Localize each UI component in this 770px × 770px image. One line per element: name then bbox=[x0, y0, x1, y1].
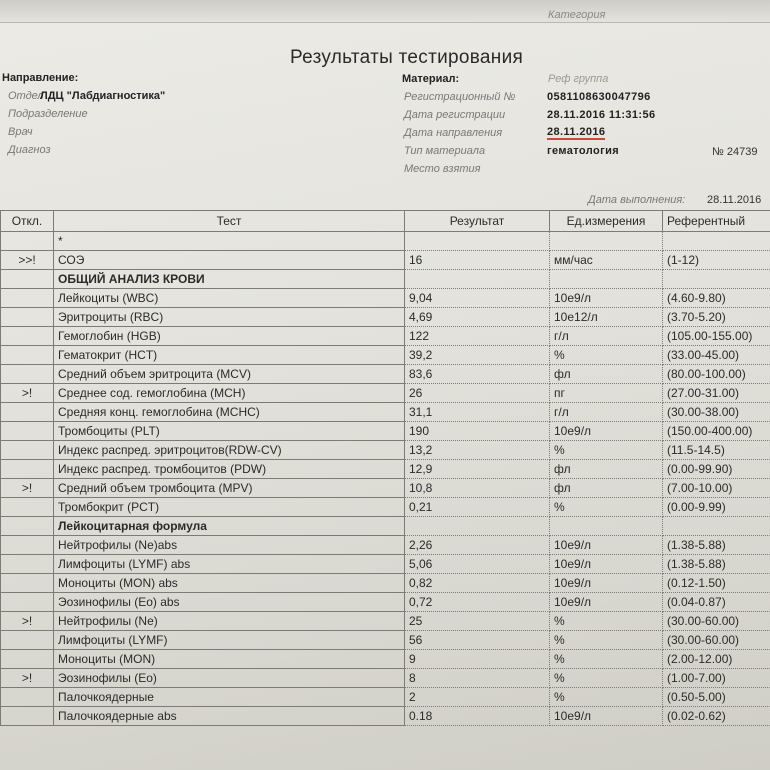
reference-cell: (0.12-1.50) bbox=[663, 574, 770, 593]
reference-cell: (150.00-400.00) bbox=[663, 422, 770, 441]
table-row bbox=[1, 536, 770, 555]
result-cell: 2,26 bbox=[405, 536, 550, 555]
unit-cell: % bbox=[550, 441, 663, 460]
test-name-cell: Индекс распред. тромбоцитов (PDW) bbox=[54, 460, 405, 479]
test-name-cell: Средний объем тромбоцита (MPV) bbox=[54, 479, 405, 498]
report-title: Результаты тестирования bbox=[290, 47, 524, 68]
header-flag: Откл. bbox=[1, 211, 54, 232]
result-cell: 0.18 bbox=[405, 707, 550, 726]
table-row bbox=[1, 346, 770, 365]
reference-cell: (0.00-99.90) bbox=[663, 460, 770, 479]
header-unit: Ед.измерения bbox=[550, 211, 663, 232]
test-name-cell: Лейкоциты (WBC) bbox=[54, 289, 405, 308]
flag-cell: >! bbox=[1, 612, 54, 631]
reference-cell: (7.00-10.00) bbox=[663, 479, 770, 498]
section-row bbox=[1, 270, 770, 289]
reference-cell: (1.38-5.88) bbox=[663, 536, 770, 555]
table-row bbox=[1, 251, 770, 270]
table-row bbox=[1, 498, 770, 517]
unit-cell: фл bbox=[550, 365, 663, 384]
unit-cell: 10е9/л bbox=[550, 574, 663, 593]
unit-cell: % bbox=[550, 688, 663, 707]
test-name-cell: * bbox=[54, 232, 405, 251]
result-cell: 39,2 bbox=[405, 346, 550, 365]
result-cell: 0,72 bbox=[405, 593, 550, 612]
flag-cell bbox=[1, 308, 54, 327]
test-name-cell: Лейкоцитарная формула bbox=[54, 517, 405, 536]
material-type-label: Тип материала bbox=[404, 145, 486, 157]
table-row bbox=[1, 403, 770, 422]
result-cell: 25 bbox=[405, 612, 550, 631]
table-header-row bbox=[1, 211, 770, 232]
unit-cell bbox=[550, 232, 663, 251]
table-row bbox=[1, 308, 770, 327]
table-row bbox=[1, 612, 770, 631]
unit-cell: г/л bbox=[550, 327, 663, 346]
torn-top-edge bbox=[0, 0, 770, 23]
test-name-cell: Среднее сод. гемоглобина (MCH) bbox=[54, 384, 405, 403]
table-row bbox=[1, 574, 770, 593]
table-row bbox=[1, 422, 770, 441]
test-name-cell: Средний объем эритроцита (MCV) bbox=[54, 365, 405, 384]
flag-cell bbox=[1, 707, 54, 726]
unit-cell: 10е9/л bbox=[550, 707, 663, 726]
result-cell: 9 bbox=[405, 650, 550, 669]
test-name-cell: Нейтрофилы (Ne) bbox=[54, 612, 405, 631]
reference-cell: (3.70-5.20) bbox=[663, 308, 770, 327]
completion-date-value: 28.11.2016 bbox=[707, 194, 762, 206]
table-row bbox=[1, 707, 770, 726]
flag-cell bbox=[1, 574, 54, 593]
table-row bbox=[1, 555, 770, 574]
dept-label: Отдел bbox=[8, 90, 44, 102]
flag-cell: >! bbox=[1, 479, 54, 498]
unit-cell: мм/час bbox=[550, 251, 663, 270]
flag-cell bbox=[1, 536, 54, 555]
reference-cell bbox=[663, 517, 770, 536]
reference-cell: (33.00-45.00) bbox=[663, 346, 770, 365]
table-row bbox=[1, 441, 770, 460]
flag-cell bbox=[1, 422, 54, 441]
table-row bbox=[1, 365, 770, 384]
reference-cell: (105.00-155.00) bbox=[663, 327, 770, 346]
table-row bbox=[1, 650, 770, 669]
subdivision-label: Подразделение bbox=[8, 108, 88, 120]
results-table bbox=[0, 210, 770, 726]
table-row bbox=[1, 460, 770, 479]
unit-cell: 10е9/л bbox=[550, 555, 663, 574]
result-cell bbox=[405, 270, 550, 289]
table-row bbox=[1, 289, 770, 308]
flag-cell: >>! bbox=[1, 251, 54, 270]
result-cell: 16 bbox=[405, 251, 550, 270]
unit-cell: % bbox=[550, 612, 663, 631]
unit-cell: % bbox=[550, 650, 663, 669]
flag-cell bbox=[1, 593, 54, 612]
table-row bbox=[1, 688, 770, 707]
reference-cell: (30.00-60.00) bbox=[663, 631, 770, 650]
test-name-cell: Средняя конц. гемоглобина (MCHC) bbox=[54, 403, 405, 422]
header-test: Тест bbox=[54, 211, 405, 232]
unit-cell: 10е9/л bbox=[550, 289, 663, 308]
unit-cell bbox=[550, 517, 663, 536]
unit-cell: пг bbox=[550, 384, 663, 403]
test-name-cell: Нейтрофилы (Ne)abs bbox=[54, 536, 405, 555]
unit-cell bbox=[550, 270, 663, 289]
flag-cell bbox=[1, 441, 54, 460]
unit-cell: г/л bbox=[550, 403, 663, 422]
reference-cell bbox=[663, 270, 770, 289]
table-row bbox=[1, 232, 770, 251]
test-name-cell: Гемоглобин (HGB) bbox=[54, 327, 405, 346]
flag-cell bbox=[1, 289, 54, 308]
flag-cell bbox=[1, 555, 54, 574]
completion-date-label: Дата выполнения: bbox=[588, 194, 686, 206]
result-cell: 0,21 bbox=[405, 498, 550, 517]
result-cell: 10,8 bbox=[405, 479, 550, 498]
doctor-label: Врач bbox=[8, 126, 33, 138]
unit-cell: 10е9/л bbox=[550, 536, 663, 555]
reference-cell: (0.00-9.99) bbox=[663, 498, 770, 517]
flag-cell bbox=[1, 631, 54, 650]
test-name-cell: Палочкоядерные bbox=[54, 688, 405, 707]
reference-cell: (80.00-100.00) bbox=[663, 365, 770, 384]
test-name-cell: Эозинофилы (Eo) bbox=[54, 669, 405, 688]
dept-value: ЛДЦ "Лабдиагностика" bbox=[40, 90, 166, 102]
reference-cell: (1-12) bbox=[663, 251, 770, 270]
reference-cell: (27.00-31.00) bbox=[663, 384, 770, 403]
flag-cell bbox=[1, 688, 54, 707]
test-name-cell: Эритроциты (RBC) bbox=[54, 308, 405, 327]
dir-date-value: 28.11.2016 bbox=[547, 126, 606, 138]
result-cell: 4,69 bbox=[405, 308, 550, 327]
unit-cell: % bbox=[550, 346, 663, 365]
header-result: Результат bbox=[405, 211, 550, 232]
reg-date-value: 28.11.2016 11:31:56 bbox=[547, 109, 656, 121]
material-type-value: гематология bbox=[547, 145, 620, 157]
reference-cell: (11.5-14.5) bbox=[663, 441, 770, 460]
result-cell: 190 bbox=[405, 422, 550, 441]
table-row bbox=[1, 669, 770, 688]
reference-cell: (1.38-5.88) bbox=[663, 555, 770, 574]
unit-cell: 10е9/л bbox=[550, 593, 663, 612]
unit-cell: 10е9/л bbox=[550, 422, 663, 441]
flag-cell bbox=[1, 517, 54, 536]
result-cell: 12,9 bbox=[405, 460, 550, 479]
result-cell: 56 bbox=[405, 631, 550, 650]
sampling-place-label: Место взятия bbox=[404, 163, 481, 175]
test-name-cell: Эозинофилы (Eo) abs bbox=[54, 593, 405, 612]
unit-cell: 10е12/л bbox=[550, 308, 663, 327]
test-name-cell: Лимфоциты (LYMF) abs bbox=[54, 555, 405, 574]
reference-cell: (30.00-60.00) bbox=[663, 612, 770, 631]
flag-cell bbox=[1, 403, 54, 422]
test-name-cell: Палочкоядерные abs bbox=[54, 707, 405, 726]
reference-cell: (2.00-12.00) bbox=[663, 650, 770, 669]
ref-group-label: Реф группа bbox=[548, 73, 609, 85]
table-row bbox=[1, 384, 770, 403]
result-cell bbox=[405, 232, 550, 251]
table-row bbox=[1, 593, 770, 612]
table-row bbox=[1, 631, 770, 650]
reference-cell: (4.60-9.80) bbox=[663, 289, 770, 308]
category-label: Категория bbox=[548, 9, 606, 21]
reg-number-label: Регистрационный № bbox=[404, 91, 516, 103]
unit-cell: фл bbox=[550, 460, 663, 479]
test-name-cell: Моноциты (MON) abs bbox=[54, 574, 405, 593]
test-name-cell: Гематокрит (HCT) bbox=[54, 346, 405, 365]
result-cell: 26 bbox=[405, 384, 550, 403]
sample-number: № 24739 bbox=[712, 146, 758, 158]
test-name-cell: СОЭ bbox=[54, 251, 405, 270]
flag-cell: >! bbox=[1, 669, 54, 688]
result-cell: 83,6 bbox=[405, 365, 550, 384]
reference-cell: (30.00-38.00) bbox=[663, 403, 770, 422]
flag-cell bbox=[1, 346, 54, 365]
reference-cell: (0.50-5.00) bbox=[663, 688, 770, 707]
diagnosis-label: Диагноз bbox=[8, 144, 51, 156]
flag-cell bbox=[1, 270, 54, 289]
result-cell: 31,1 bbox=[405, 403, 550, 422]
result-cell: 2 bbox=[405, 688, 550, 707]
reference-cell: (0.04-0.87) bbox=[663, 593, 770, 612]
reference-cell: (0.02-0.62) bbox=[663, 707, 770, 726]
test-name-cell: Тромбоциты (PLT) bbox=[54, 422, 405, 441]
direction-label: Направление: bbox=[2, 72, 79, 84]
dir-date-label: Дата направления bbox=[404, 127, 503, 139]
reference-cell bbox=[663, 232, 770, 251]
test-name-cell: Тромбокрит (PCT) bbox=[54, 498, 405, 517]
result-cell: 13,2 bbox=[405, 441, 550, 460]
header-reference: Референтный bbox=[663, 211, 770, 232]
reg-number-value: 0581108630047796 bbox=[547, 91, 651, 103]
unit-cell: % bbox=[550, 631, 663, 650]
result-cell: 8 bbox=[405, 669, 550, 688]
table-row bbox=[1, 327, 770, 346]
test-name-cell: Индекс распред. эритроцитов(RDW-CV) bbox=[54, 441, 405, 460]
result-cell bbox=[405, 517, 550, 536]
table-row bbox=[1, 479, 770, 498]
flag-cell bbox=[1, 327, 54, 346]
material-label: Материал: bbox=[402, 73, 460, 85]
unit-cell: фл bbox=[550, 479, 663, 498]
unit-cell: % bbox=[550, 498, 663, 517]
test-name-cell: Моноциты (MON) bbox=[54, 650, 405, 669]
flag-cell bbox=[1, 650, 54, 669]
result-cell: 5,06 bbox=[405, 555, 550, 574]
flag-cell bbox=[1, 498, 54, 517]
result-cell: 0,82 bbox=[405, 574, 550, 593]
unit-cell: % bbox=[550, 669, 663, 688]
reference-cell: (1.00-7.00) bbox=[663, 669, 770, 688]
flag-cell bbox=[1, 460, 54, 479]
flag-cell bbox=[1, 232, 54, 251]
result-cell: 122 bbox=[405, 327, 550, 346]
flag-cell: >! bbox=[1, 384, 54, 403]
result-cell: 9,04 bbox=[405, 289, 550, 308]
flag-cell bbox=[1, 365, 54, 384]
section-row bbox=[1, 517, 770, 536]
test-name-cell: ОБЩИЙ АНАЛИЗ КРОВИ bbox=[54, 270, 405, 289]
reg-date-label: Дата регистрации bbox=[404, 109, 506, 121]
test-name-cell: Лимфоциты (LYMF) bbox=[54, 631, 405, 650]
